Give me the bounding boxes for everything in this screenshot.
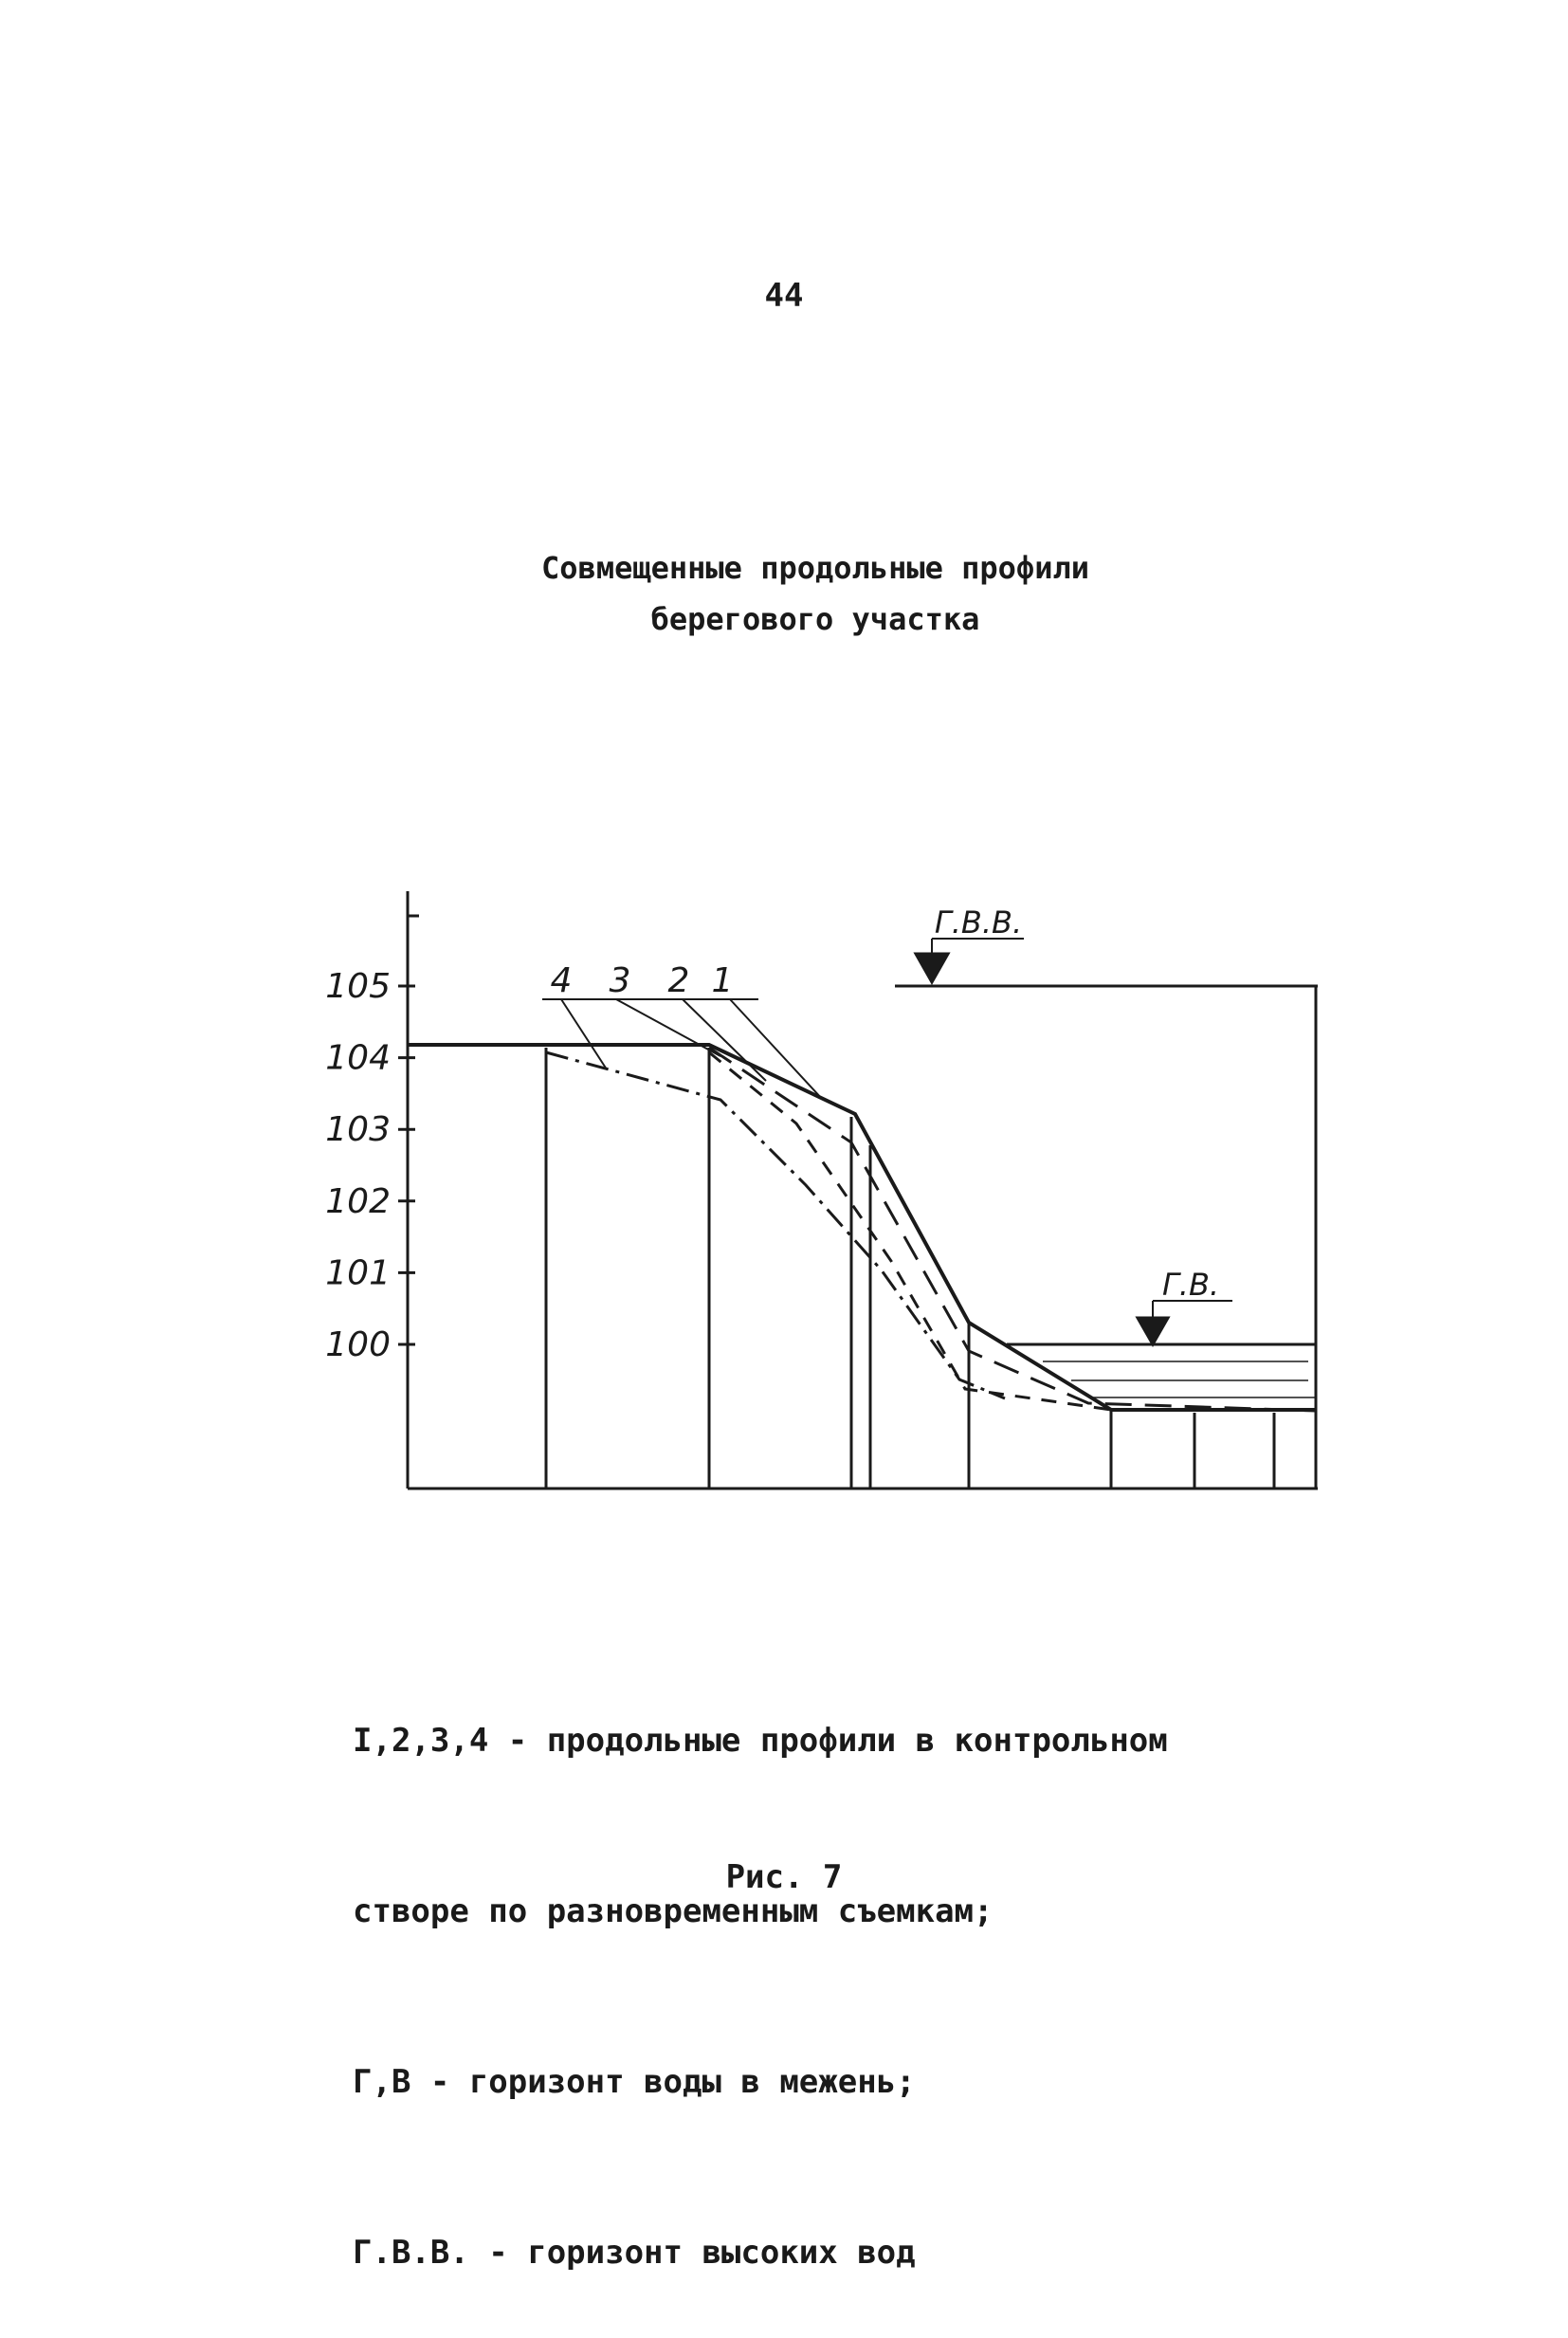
label-leader-2 xyxy=(683,999,766,1081)
profile-label-3: 3 xyxy=(609,961,631,1000)
profile-3-line xyxy=(709,1052,1111,1410)
label-leader-3 xyxy=(616,999,720,1056)
legend xyxy=(353,1598,1168,2338)
figure-title-line-1: Совмещенные продольные профили xyxy=(541,550,1089,586)
label-leader-1 xyxy=(730,999,823,1100)
y-tick-label-103: 103 xyxy=(325,1110,391,1150)
profile-label-1: 1 xyxy=(711,961,734,1000)
label-leader-4 xyxy=(561,999,607,1069)
legend-line-4: Г.В.В. - горизонт высоких вод xyxy=(353,2234,916,2272)
profile-label-4: 4 xyxy=(550,961,573,1000)
water-levels xyxy=(895,939,1318,1397)
low-water-triangle xyxy=(1138,1318,1168,1344)
profile-2-line xyxy=(709,1048,1316,1411)
y-tick-label-100: 100 xyxy=(325,1325,391,1364)
high-water-triangle xyxy=(916,954,948,982)
profiles xyxy=(408,999,1316,1411)
figure-caption: Рис. 7 xyxy=(725,1858,843,1896)
y-tick-label-101: 101 xyxy=(325,1253,391,1293)
figure-title-line-2: берегового участка xyxy=(650,601,980,637)
high-water-label: Г.В.В. xyxy=(934,904,1023,941)
diagram-labels xyxy=(551,904,1220,1303)
y-tick-label-105: 105 xyxy=(325,967,391,1006)
y-tick-label-102: 102 xyxy=(325,1181,391,1221)
diagram-frame xyxy=(408,891,1318,1489)
page-number: 44 xyxy=(764,277,804,315)
low-water-label: Г.В. xyxy=(1161,1267,1220,1303)
profile-4-line xyxy=(546,1052,1005,1398)
y-ticks xyxy=(325,916,419,1364)
legend-line-1: I,2,3,4 - продольные профили в контрольном xyxy=(353,1722,1168,1760)
y-tick-label-104: 104 xyxy=(325,1038,391,1078)
legend-line-3: Г,В - горизонт воды в межень; xyxy=(353,2063,916,2101)
profile-1-line xyxy=(408,1045,1316,1410)
profile-label-2: 2 xyxy=(667,961,690,1000)
legend-line-2: створе по разновременным съемкам; xyxy=(353,1892,994,1930)
